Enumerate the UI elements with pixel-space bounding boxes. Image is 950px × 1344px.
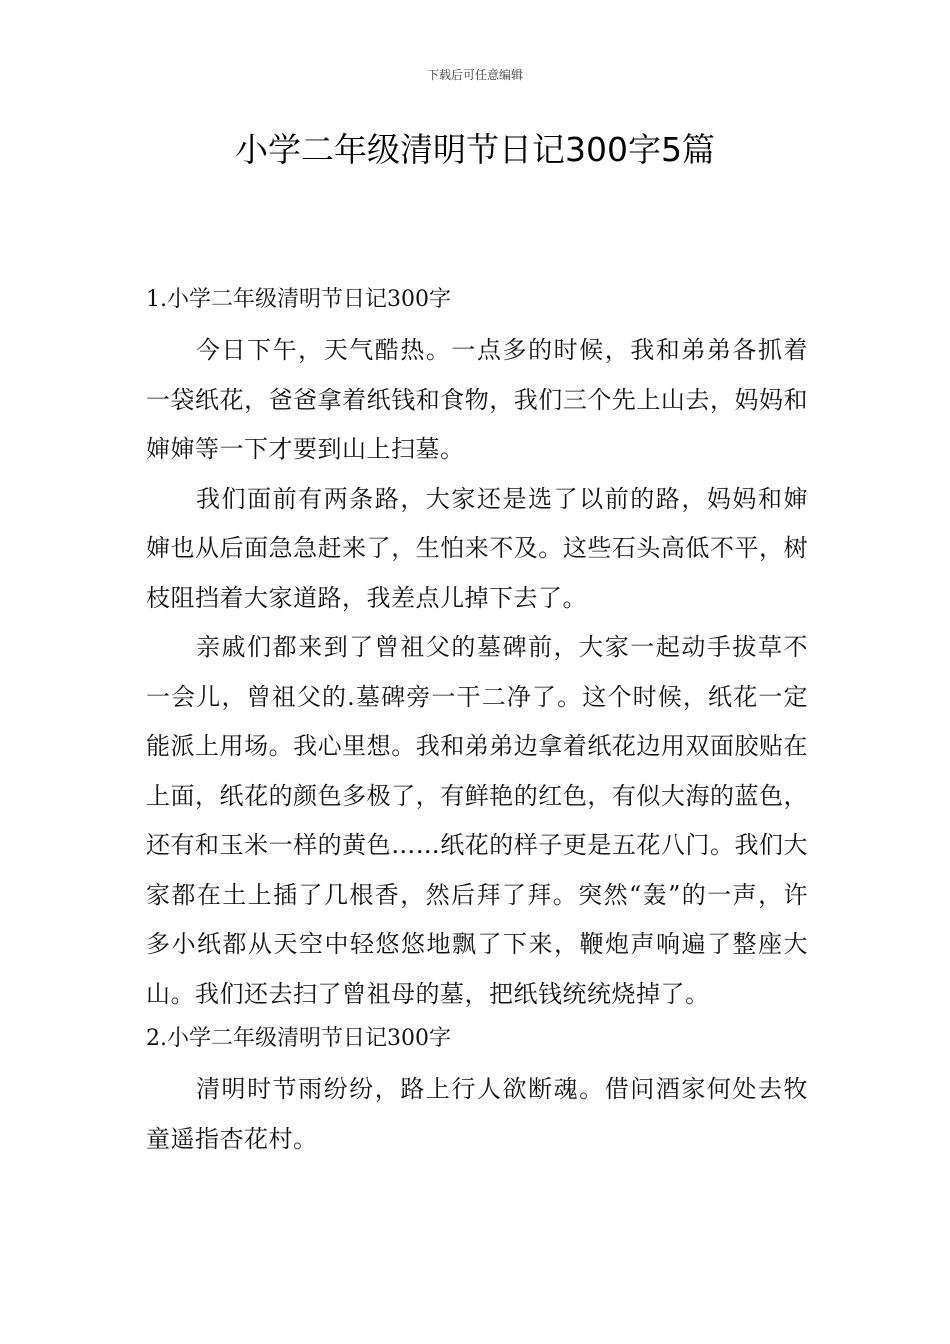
document-body — [146, 280, 808, 1164]
document-title: 小学二年级清明节日记300字5篇 — [235, 130, 715, 169]
paragraph: 今日下午，天气酷热。一点多的时候，我和弟弟各抓着一袋纸花，爸爸拿着纸钱和食物，我们三个先上山去，妈妈和婶婶等一下才要到山上扫墓。 — [146, 336, 808, 463]
paragraph: 我们面前有两条路，大家还是选了以前的路，妈妈和婶婶也从后面急急赶来了，生怕来不及。这些石头高低不平，树枝阻挡着大家道路，我差点儿掉下去了。 — [146, 484, 808, 612]
header-note: 下载后可任意编辑 — [426, 68, 523, 82]
paragraph: 清明时节雨纷纷，路上行人欲断魂。借问酒家何处去牧童遥指杏花村。 — [146, 1075, 808, 1153]
section-1 — [146, 280, 808, 1019]
paragraph: 亲戚们都来到了曾祖父的墓碑前，大家一起动手拔草不一会儿，曾祖父的.墓碑旁一干二净了。这个时候，纸花一定能派上用场。我心里想。我和弟弟边拿着纸花边用双面胶贴在上面，纸花的颜色多极了，有鲜艳的红色，有似大海的蓝色，还有和玉米一样的黄色……纸花的样子更是五花八门。我们大家都在土上插了几根香，然后拜了拜。突然“轰”的一声，许多小纸都从天空中轻悠悠地飘了下来，鞭炮声响遍了整座大山。我们还去扫了曾祖母的墓，把纸钱统统烧掉了。 — [146, 633, 808, 1008]
section-heading: 2.小学二年级清明节日记300字 — [146, 1026, 451, 1051]
section-2 — [146, 1019, 808, 1164]
section-heading: 1.小学二年级清明节日记300字 — [146, 287, 451, 312]
